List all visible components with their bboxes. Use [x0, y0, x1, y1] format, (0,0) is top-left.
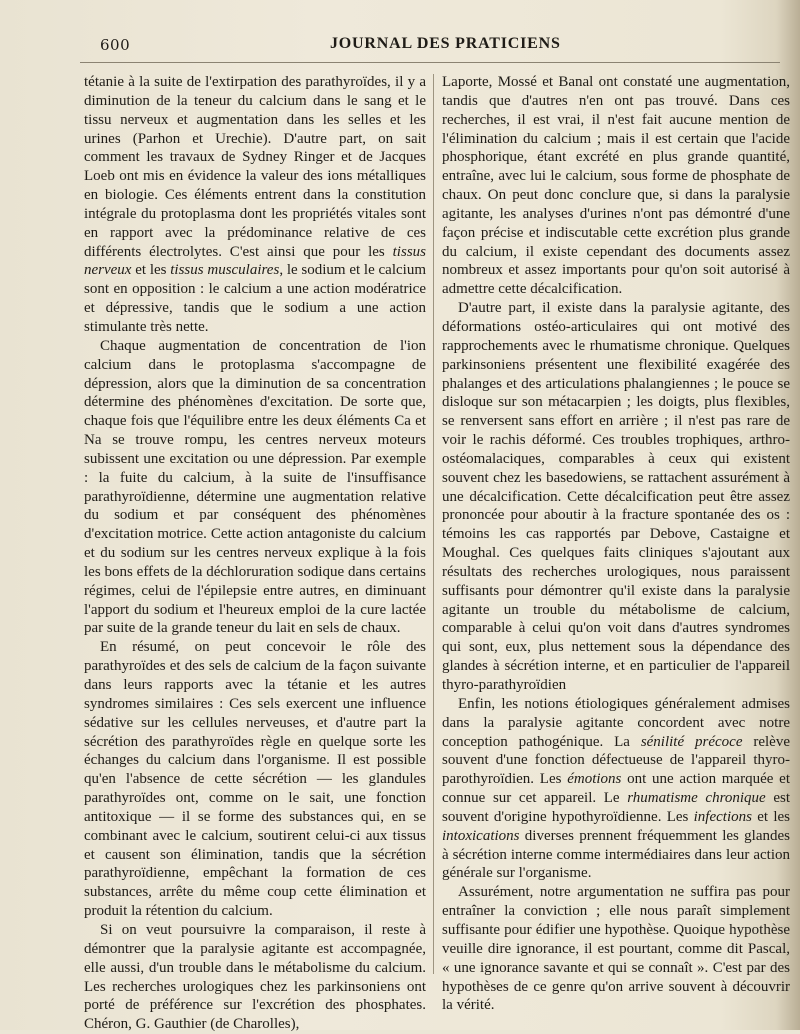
italic-run: rhumatisme chronique	[627, 790, 766, 807]
italic-run: émotions	[567, 771, 622, 788]
left-paragraph-3: En résumé, on peut concevoir le rôle des parathyroïdes et des sels de calcium de la façon suivante dans leurs rapports avec la tétanie et les autres syndromes similaires : Ces sels exercent une influence sédative sur les cellules nerveuses, et d'autre part la sécrétion des parathyroïdes règle en quelque sorte les échanges du calcium dans l'organisme. Il est possible qu'en l'absence de cette sécrétion — les glandules parathyroïdes ont, comme on le sait, une fonction antitoxique — il se forme des substances qui, en se combinant avec le calcium, soutirent celui-ci aux tissus et causent son élimination, tandis que la sécrétion parathyroïdienne, empêchant la formation de ces substances, arrête du même coup cette élimination et produit la rétention du calcium.	[84, 639, 426, 920]
text-run: est souvent d'origine hypothyroïdienne. Les	[442, 790, 790, 825]
page-number: 600	[100, 36, 131, 54]
text-run: relève souvent d'une fonction défectueuse de l'appareil thyro-parothyroïdien. Les	[442, 733, 790, 788]
left-paragraph-2: Chaque augmentation de concentration de l'ion calcium dans le protoplasma s'accompagne de dépression, alors que la diminution de sa concentration détermine des phénomènes d'excitation. De sorte que, chaque fois que l'équilibre entre les deux éléments Ca et Na se trouve rompu, les centres nerveux moteurs subissent une excitation ou une dépression. Par exemple : la fuite du calcium, à la suite de l'insuffisance parathyroïdienne, détermine une augmentation relative du sodium et par conséquent des phénomènes d'excitation motrice. Cette action antagoniste du calcium et du sodium sur les centres nerveux explique à la fois les bons effets de la déchloruration sodique dans certains régimes, celui de l'épilepsie entre autres, en diminuant l'apport du sodium et l'heureux emploi de la cure lactée par suite de la grande teneur du lait en sels de chaux.	[84, 337, 426, 637]
right-paragraph-4: Assurément, notre argumentation ne suffira pas pour entraîner la conviction ; elle nous paraît simplement suffisante pour édifier une hypothèse. Quoique hypothèse veuille dire ignorance, il est pourtant, comme dit Pascal, « une ignorance savante et qui se connaît ». C'est par des hypothèses de ce genre qu'on arrive souvent à découvrir la vérité.	[442, 884, 790, 1014]
italic-run: tissus musculaires	[170, 262, 280, 279]
text-run: diverses prennent fréquemment les glandes à sécrétion interne comme intermédiaires dans leur action générale sur l'organisme.	[442, 827, 790, 882]
italic-run: sénilité précoce	[640, 733, 743, 750]
column-divider	[433, 74, 434, 974]
italic-run: intoxications	[442, 827, 520, 844]
text-run: et les	[131, 262, 171, 279]
right-paragraph-3	[442, 695, 790, 883]
running-title: JOURNAL DES PRATICIENS	[330, 35, 561, 52]
left-column	[84, 73, 426, 1033]
right-paragraph-2: D'autre part, il existe dans la paralysie agitante, des déformations ostéo-articulaires qui ont motivé des rapprochements avec le rhumatisme chronique. Quelques parkinsoniens présentent une flexibilité exagérée des phalanges et des articulations phalangiennes ; le pouce se disloque sur son métacarpien ; les doigts, plus flexibles, se renversent sans effort en arrière ; il n'est pas rare de voir le rachis déformé. Ces troubles trophiques, arthro-ostéomalaciques, comparables à ceux qui existent souvent chez les basedowiens, se rattachent assurément à une décalcification. Cette décalcification peut être assez prononcée pour aboutir à la fracture spontanée des os : témoins les cas rapportés par Debove, Castaigne et Moughal. Ces quelques faits cliniques s'ajoutant aux résultats des recherches urologiques, nous paraissent suffisants pour démontrer qu'il existe dans la paralysie agitante un trouble du métabolisme de calcium, comparable à celui qu'on voit dans d'autres syndromes qui sont, eux, plus nettement sous la dépendance des glandes à sécrétion interne, et en particulier de l'appareil thyro-parathyroïdien	[442, 300, 790, 693]
text-run: et les	[751, 808, 790, 825]
header-rule	[80, 62, 780, 63]
text-run: , le sodium et le calcium sont en opposition : le calcium a une action modératrice et dépressive, tandis que le sodium a une action stimulante très nette.	[84, 262, 426, 335]
left-paragraph-1	[84, 73, 426, 337]
right-column	[442, 73, 791, 1014]
italic-run: infections	[693, 808, 752, 825]
text-run: tétanie à la suite de l'extirpation des parathyroïdes, il y a diminution de la teneur du calcium dans le sang et le tissu nerveux et augmentation dans les selles et les urines (Parhon et Urechie). D'autre part, on sait comment les travaux de Sydney Ringer et de Jacques Loeb ont mis en évidence la valeur des ions métalliques en biologie. Ces éléments entrent dans la constitution intégrale du protoplasma dont les propriétés vitales sont en rapport avec la prédominance relative de ces différents électrolytes. C'est ainsi que pour les	[84, 74, 426, 260]
text-run: Enfin, les notions étiologiques généralement admises dans la paralysie agitante concordent avec notre conception pathogénique. La	[442, 695, 790, 750]
left-paragraph-4: Si on veut poursuivre la comparaison, il reste à démontrer que la paralysie agitante est accompagnée, elle aussi, d'un trouble dans le métabolisme du calcium. Les recherches urologiques chez les parkinsoniens ont porté de préférence sur l'excrétion des phosphates. Chéron, G. Gauthier (de Charolles),	[84, 921, 426, 1033]
right-paragraph-1: Laporte, Mossé et Banal ont constaté une augmentation, tandis que d'autres n'en ont pas trouvé. Dans ces recherches, il est vrai, il n'est fait aucune mention de l'élimination du calcium ; mais il est certain que l'acide phosphorique, étant excrété en plus grande quantité, entraîne, avec lui le calcium, sous forme de phosphate de chaux. On peut donc conclure que, si dans la paralysie agitante, les analyses d'urines n'ont pas démontré d'une façon précise et indiscutable cette excrétion plus grande du calcium, il existe cependant des documents assez nombreux et assez importants pour qu'on soit autorisé à admettre cette décalcification.	[442, 74, 790, 298]
italic-run: tissus nerveux	[84, 243, 426, 279]
page-header	[0, 30, 800, 60]
text-run: ont une action marquée et connue sur cet appareil. Le	[442, 771, 791, 807]
